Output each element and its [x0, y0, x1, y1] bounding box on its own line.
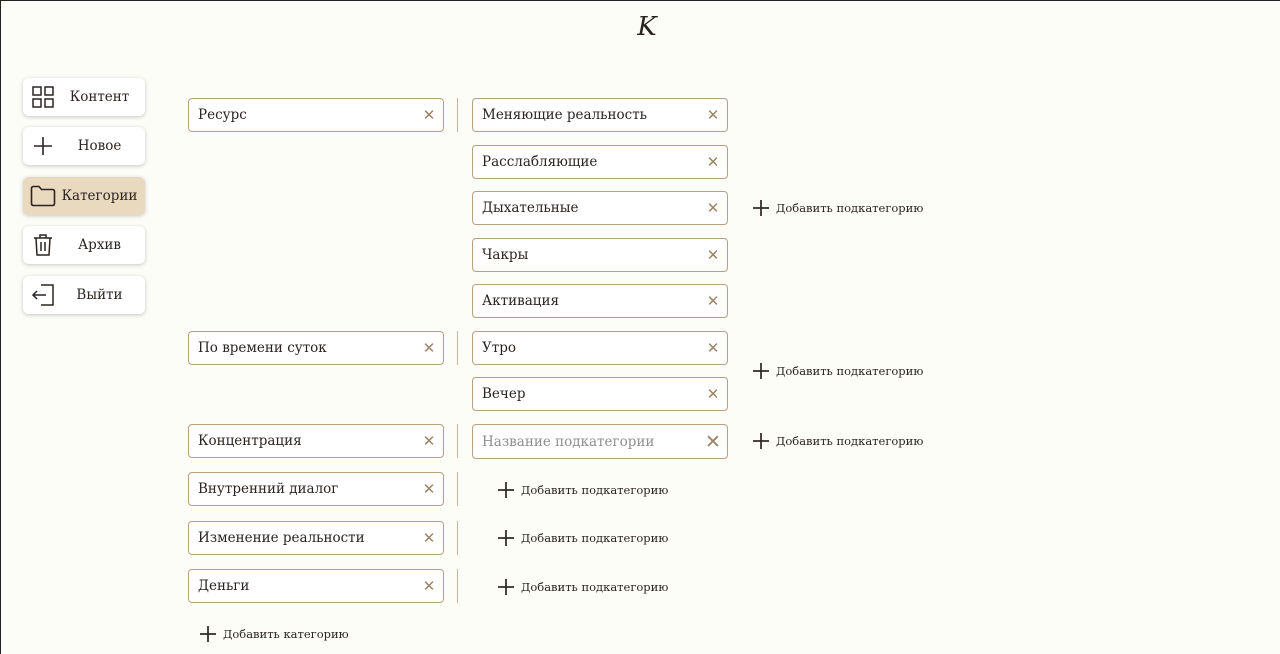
remove-subcategory-icon[interactable]: ✕: [706, 385, 720, 403]
remove-subcategory-icon[interactable]: ✕: [706, 106, 720, 124]
category-name[interactable]: Изменение реальности: [198, 530, 365, 546]
plus-icon: [752, 199, 770, 217]
subcategory-field[interactable]: [472, 377, 728, 411]
category-field[interactable]: [188, 98, 444, 132]
remove-subcategory-icon[interactable]: ✕: [706, 292, 720, 310]
sidebar-item-label: Контент: [69, 89, 130, 105]
sidebar-item-archive[interactable]: [23, 226, 145, 264]
add-category-label: Добавить категорию: [223, 627, 349, 641]
subcategory-field[interactable]: [472, 331, 728, 365]
sidebar-item-label: Новое: [77, 138, 122, 154]
divider: [457, 521, 458, 555]
add-subcategory-label: Добавить подкатегорию: [521, 580, 669, 594]
divider: [457, 472, 458, 506]
remove-category-icon[interactable]: ✕: [422, 432, 436, 450]
plus-icon: [199, 625, 217, 643]
category-field[interactable]: [188, 569, 444, 603]
logout-icon: [26, 276, 60, 314]
category-name[interactable]: Внутренний диалог: [198, 481, 339, 497]
logo: [621, 11, 673, 45]
sidebar-item-new[interactable]: [23, 127, 145, 165]
add-subcategory-button[interactable]: [497, 529, 668, 547]
divider: [457, 569, 458, 603]
category-field[interactable]: [188, 521, 444, 555]
subcategory-field[interactable]: [472, 98, 728, 132]
plus-icon: [497, 578, 515, 596]
divider: [457, 98, 458, 132]
folder-icon: [26, 177, 60, 215]
add-subcategory-button[interactable]: [497, 481, 668, 499]
plus-icon: [497, 529, 515, 547]
subcategory-name[interactable]: Дыхательные: [482, 200, 579, 216]
category-field[interactable]: [188, 424, 444, 458]
subcategory-name[interactable]: Утро: [482, 340, 516, 356]
add-subcategory-label: Добавить подкатегорию: [521, 531, 669, 545]
remove-subcategory-icon[interactable]: ✕: [706, 246, 720, 264]
subcategory-name[interactable]: Вечер: [482, 386, 526, 402]
remove-subcategory-icon[interactable]: ✕: [706, 153, 720, 171]
remove-category-icon[interactable]: ✕: [422, 339, 436, 357]
category-field[interactable]: [188, 331, 444, 365]
trash-icon: [26, 226, 60, 264]
divider: [457, 331, 458, 365]
add-subcategory-button[interactable]: [752, 199, 923, 217]
subcategory-field[interactable]: [472, 284, 728, 318]
add-subcategory-button[interactable]: [497, 578, 668, 596]
sidebar-item-label: Категории: [61, 188, 138, 204]
remove-category-icon[interactable]: ✕: [422, 577, 436, 595]
subcategory-name[interactable]: Меняющие реальность: [482, 107, 648, 123]
divider: [457, 424, 458, 458]
plus-icon: [752, 362, 770, 380]
category-field[interactable]: [188, 472, 444, 506]
category-name[interactable]: Концентрация: [198, 433, 302, 449]
plus-icon: [26, 127, 60, 165]
add-subcategory-button[interactable]: [752, 432, 923, 450]
subcategory-field[interactable]: [472, 191, 728, 225]
remove-subcategory-icon[interactable]: ✕: [706, 339, 720, 357]
plus-icon: [497, 481, 515, 499]
add-subcategory-label: Добавить подкатегорию: [776, 364, 924, 378]
remove-subcategory-icon[interactable]: ✕: [705, 430, 721, 453]
subcategory-name[interactable]: Чакры: [482, 247, 529, 263]
sidebar-item-content[interactable]: [23, 78, 145, 116]
sidebar-item-label: Выйти: [76, 287, 123, 303]
category-name[interactable]: Ресурс: [198, 107, 247, 123]
remove-category-icon[interactable]: ✕: [422, 106, 436, 124]
new-subcategory-placeholder[interactable]: Название подкатегории: [482, 433, 655, 450]
plus-icon: [752, 432, 770, 450]
subcategory-field[interactable]: [472, 145, 728, 179]
add-subcategory-button[interactable]: [752, 362, 923, 380]
grid-icon: [26, 78, 60, 116]
sidebar-item-label: Архив: [77, 237, 122, 253]
remove-category-icon[interactable]: ✕: [422, 529, 436, 547]
remove-subcategory-icon[interactable]: ✕: [706, 199, 720, 217]
subcategory-field[interactable]: [472, 238, 728, 272]
sidebar-item-logout[interactable]: [23, 276, 145, 314]
add-subcategory-label: Добавить подкатегорию: [776, 201, 924, 215]
category-name[interactable]: Деньги: [198, 578, 250, 594]
add-subcategory-label: Добавить подкатегорию: [776, 434, 924, 448]
subcategory-name[interactable]: Активация: [482, 293, 559, 309]
category-name[interactable]: По времени суток: [198, 340, 327, 356]
add-category-button[interactable]: [199, 625, 349, 643]
remove-category-icon[interactable]: ✕: [422, 480, 436, 498]
logo-monogram: K: [637, 12, 657, 42]
add-subcategory-label: Добавить подкатегорию: [521, 483, 669, 497]
sidebar-item-categories[interactable]: [23, 177, 145, 215]
subcategory-name[interactable]: Расслабляющие: [482, 154, 598, 170]
new-subcategory-input[interactable]: [472, 424, 728, 459]
